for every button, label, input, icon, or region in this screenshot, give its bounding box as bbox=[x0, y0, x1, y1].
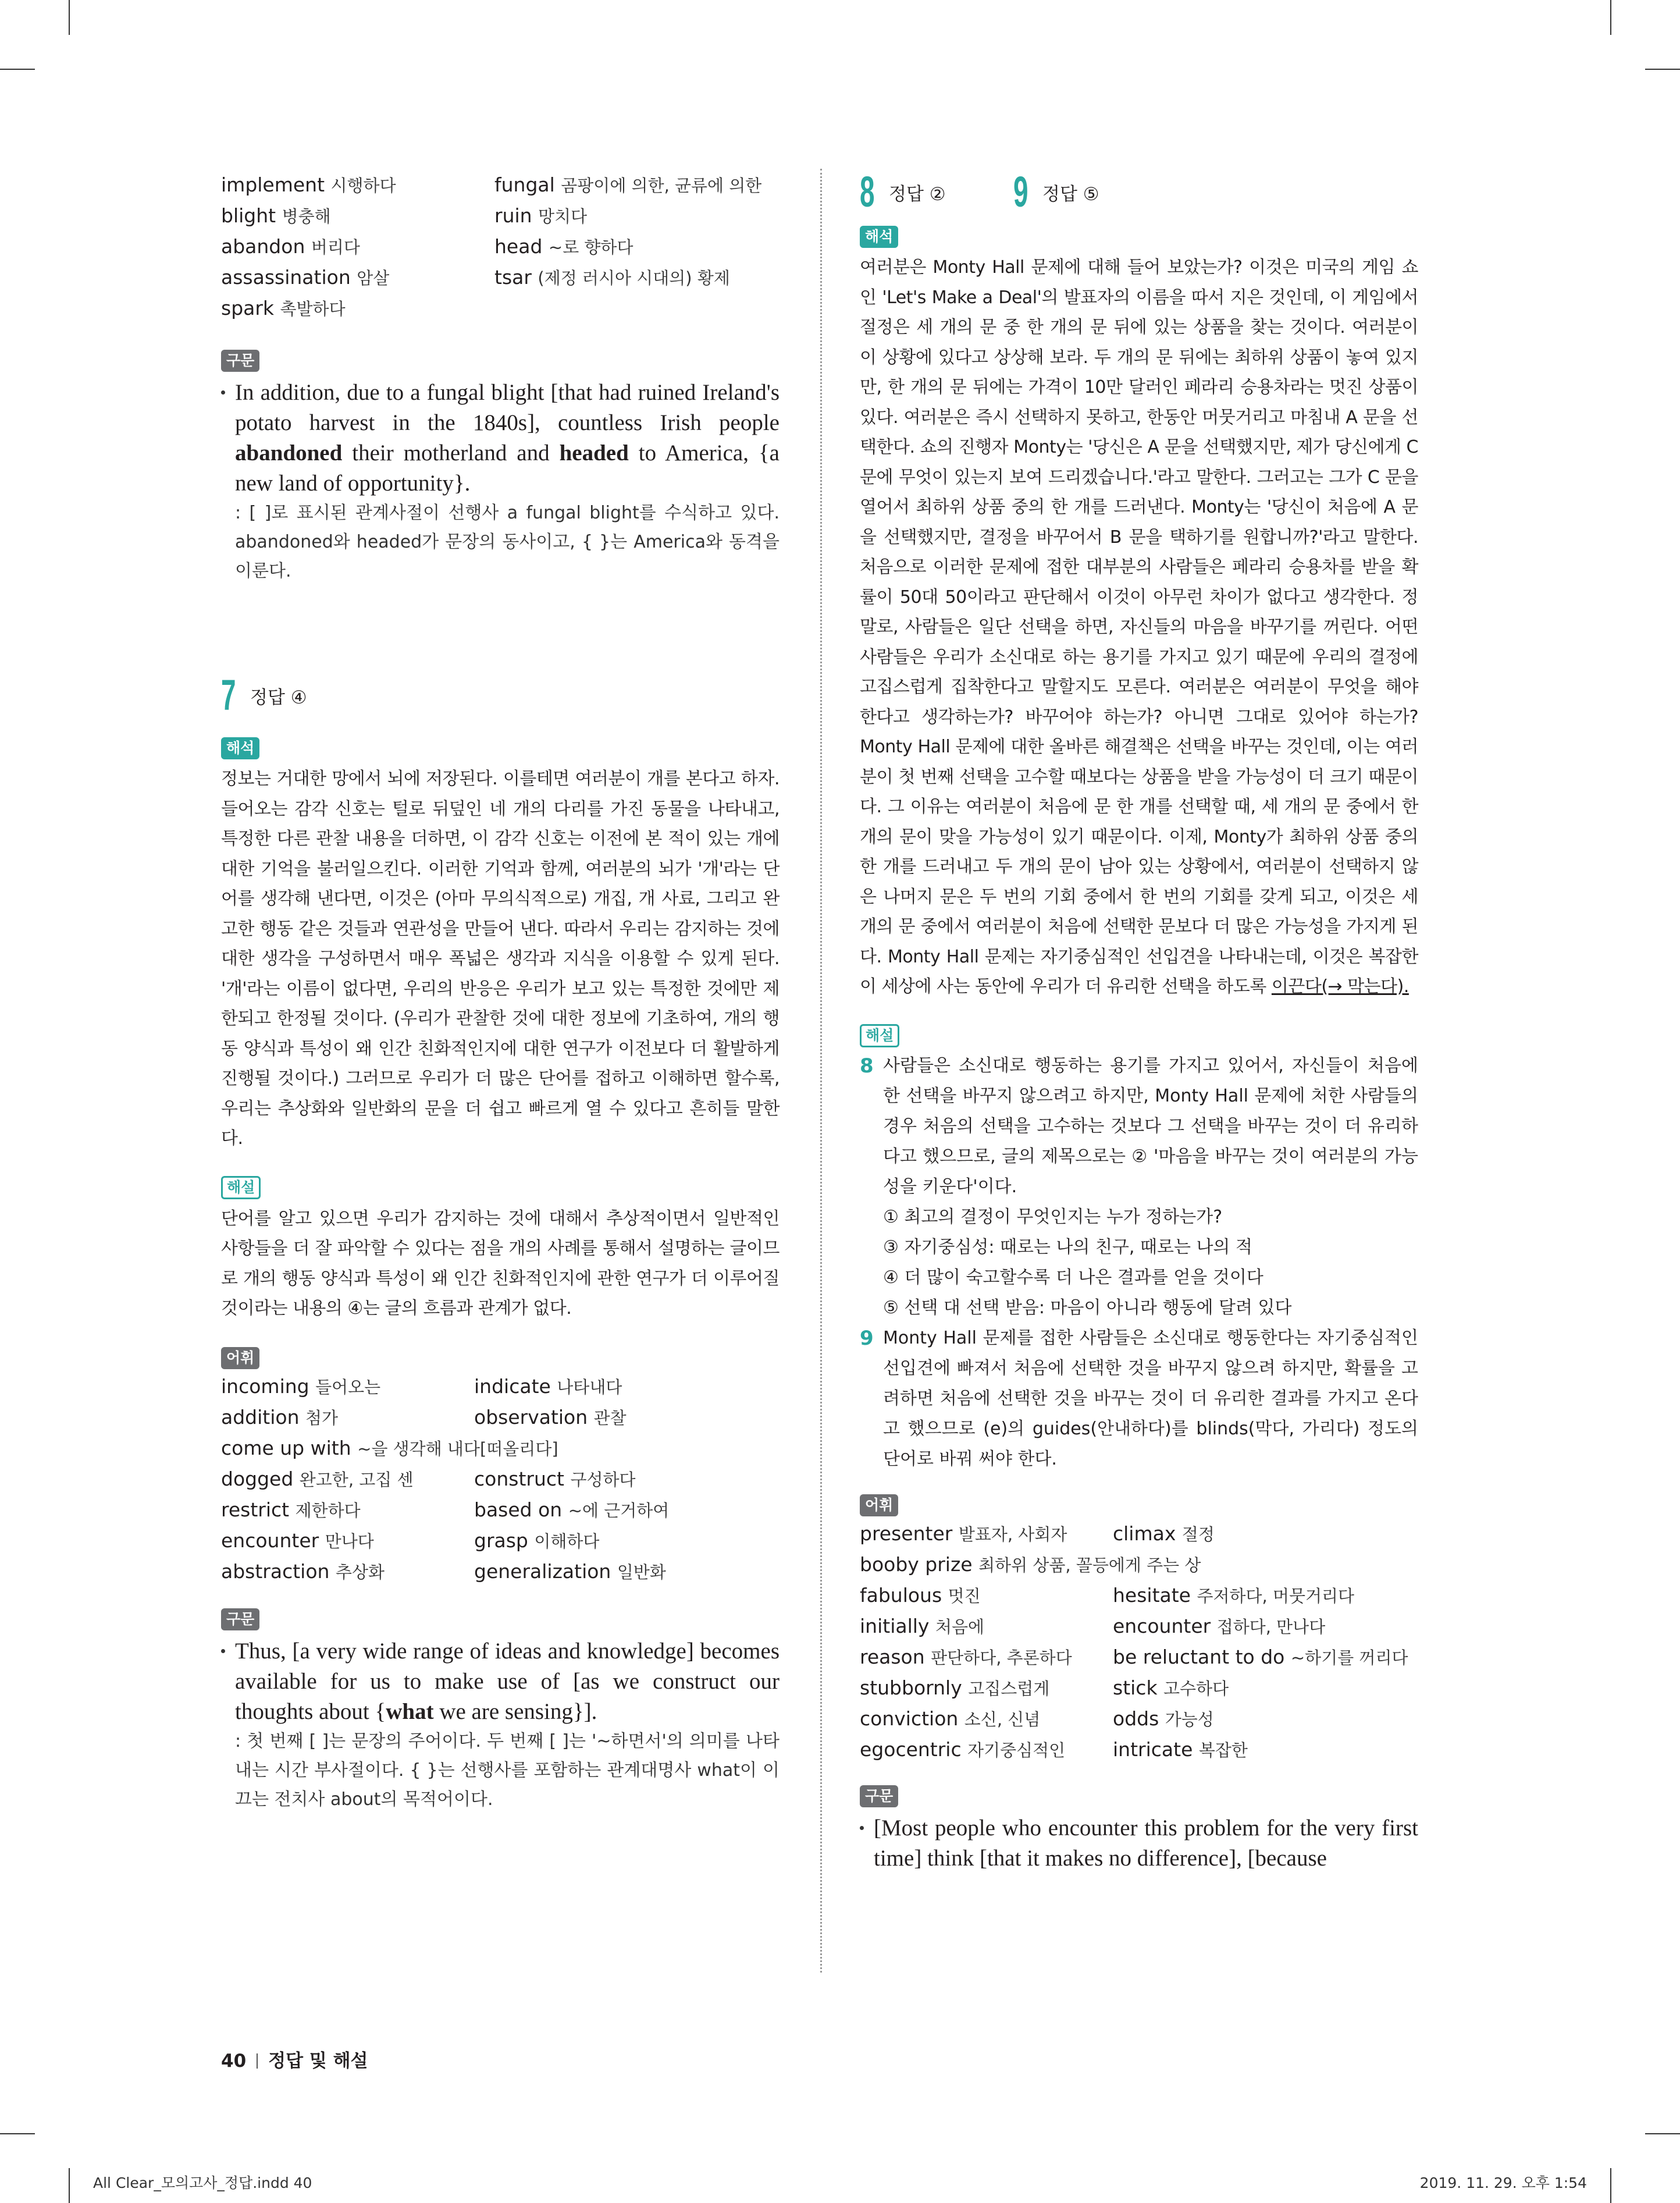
answer-label: 정답 ⑤ bbox=[1042, 183, 1099, 205]
vocab-entry bbox=[1113, 1580, 1418, 1611]
translation-text bbox=[860, 253, 1418, 1002]
vocab-word: hesitate bbox=[1113, 1583, 1197, 1607]
crop-mark bbox=[1610, 0, 1611, 35]
vocab-entry bbox=[221, 1371, 474, 1402]
vocab-entry bbox=[221, 232, 494, 262]
translation-text: 정보는 거대한 망에서 뇌에 저장된다. 이를테면 여러분이 개를 본다고 하자. 들어오는 감각 신호는 털로 뒤덮인 네 개의 다리를 가진 동물을 나타내고, 특정한 다른 관찰 내용을 더하면, 이 감각 신호는 이전에 본 적이 있는 개에 대한 기억을 불러일으킨다. 이러한 기억과 함께, 여러분의 뇌가 '개'라는 단어를 생각해 낸다면, 이것은 (아마 무의식적으로) 개집, 개 사료, 그리고 완고한 행동 같은 것들과 연관성을 만들어 낸다. 따라서 우리는 감지하는 것에 대한 생각을 구성하면서 매우 폭넓은 생각과 지식을 이용할 수 있게 된다. '개'라는 이름이 없다면, 우리의 반응은 우리가 보고 있는 특정한 것에만 제한되고 한정될 것이다. (우리가 관찰한 것에 대한 정보에 기초하여, 개의 행동 양식과 특성이 왜 인간 친화적인지에 대한 연구가 이전보다 더 활발하게 진행될 것이다.) 그러므로 우리가 더 많은 단어를 접하고 이해하면 할수록, 우리는 추상화와 일반화의 문을 더 쉽고 빠르게 열 수 있다고 흔히들 말한다. bbox=[221, 769, 780, 1149]
slug-date: 2019. 11. 29. 오후 1:54 bbox=[1419, 2174, 1587, 2191]
vocab-meaning: ~하기를 꺼리다 bbox=[1290, 1647, 1408, 1668]
bold-word: what bbox=[386, 1699, 434, 1724]
page-footer bbox=[221, 2046, 368, 2072]
bold-word: abandoned bbox=[235, 440, 343, 466]
vocab-entry bbox=[494, 201, 780, 232]
crop-mark bbox=[69, 2168, 70, 2203]
vocab-word: intricate bbox=[1113, 1737, 1199, 1761]
vocab-meaning: 고집스럽게 bbox=[968, 1678, 1050, 1699]
vocab-word: dogged bbox=[221, 1467, 300, 1490]
vocab-entry bbox=[221, 293, 494, 324]
crop-mark bbox=[0, 69, 35, 70]
vocab-meaning: 시행하다 bbox=[330, 176, 396, 196]
vocab-meaning: ~로 향하다 bbox=[548, 237, 633, 257]
explanation-8 bbox=[860, 1051, 1418, 1202]
syntax-note: : [ ]로 표시된 관계사절이 선행사 a fungal blight를 수식하고 있다. abandoned와 headed가 문장의 동사이고, { }는 America와 동격을 이룬다. bbox=[235, 503, 780, 581]
vocab-entry bbox=[860, 1673, 1113, 1704]
syntax-sentence: [Most people who encounter this problem for the very first time] think [that it makes no difference], [because bbox=[860, 1813, 1418, 1874]
vocab-entry bbox=[494, 170, 780, 201]
vocab-meaning: 만나다 bbox=[325, 1531, 374, 1551]
item-number: 8 bbox=[860, 1054, 874, 1078]
vocab-meaning: ~을 생각해 내다[떠올리다] bbox=[357, 1438, 558, 1459]
vocab-word: tsar bbox=[494, 266, 538, 289]
vocab-entry bbox=[474, 1371, 780, 1402]
vocab-entry bbox=[221, 1495, 474, 1526]
question-number: 8 bbox=[860, 168, 875, 216]
answer-label: 정답 ② bbox=[889, 183, 946, 205]
eohwi-tag: 어휘 bbox=[221, 1347, 259, 1369]
haeseol-tag: 해설 bbox=[221, 1176, 261, 1199]
slug-file: All Clear_모의고사_정답.indd 40 bbox=[93, 2174, 312, 2191]
vocab-word: come up with bbox=[221, 1436, 358, 1459]
vocab-word: construct bbox=[474, 1467, 571, 1490]
vocab-word: reason bbox=[860, 1645, 931, 1668]
vocab-word: stick bbox=[1113, 1676, 1164, 1699]
question-number: 9 bbox=[1013, 168, 1028, 216]
vocab-entry bbox=[221, 262, 494, 293]
explanation-text: 사람들은 소신대로 행동하는 용기를 가지고 있어서, 자신들이 처음에 한 선택을 바꾸지 않으려고 하지만, Monty Hall 문제에 처한 사람들의 경우 처음의 선택을 고수하는 것보다 그 선택을 바꾸는 것이 더 유리하다고 했으므로, 글의 제목으로는 ② '마음을 바꾸는 것이 여러분의 가능성을 키운다'이다. bbox=[883, 1055, 1418, 1197]
vocab-list-8-9 bbox=[860, 1519, 1418, 1765]
vocab-meaning: 구성하다 bbox=[570, 1469, 636, 1490]
answer-label: 정답 ④ bbox=[250, 687, 307, 708]
vocab-meaning: 첨가 bbox=[305, 1408, 339, 1428]
choice-1: ① 최고의 결정이 무엇인지는 누가 정하는가? bbox=[883, 1206, 1223, 1227]
vocab-section bbox=[221, 1347, 780, 1587]
gumun-section-7 bbox=[221, 1608, 780, 1814]
vocab-word: blight bbox=[221, 204, 282, 227]
vocab-entry bbox=[474, 1495, 780, 1526]
vocab-meaning: ~에 근거하여 bbox=[568, 1500, 670, 1520]
translation-body: 여러분은 Monty Hall 문제에 대해 들어 보았는가? 이것은 미국의 게임 쇼인 'Let's Make a Deal'의 발표자의 이름을 따서 지은 것인데, 이 게임에서 절정은 세 개의 문 중 한 개의 문 뒤에 있는 상품을 찾는 것이다. 여러분이 이 상황에 있다고 상상해 보라. 두 개의 문 뒤에는 최하위 상품이 놓여 있지만, 한 개의 문 뒤에는 가격이 10만 달러인 페라리 승용차라는 멋진 상품이 있다. 여러분은 즉시 선택하지 못하고, 한동안 머뭇거리고 마침내 A 문을 선택한다. 쇼의 진행자 Monty는 '당신은 A 문을 선택했지만, 제가 당신에게 C 문에 무엇이 있는지 보여 드리겠습니다.'라고 말한다. 그러고는 그가 C 문을 열어서 최하위 상품 중의 한 개를 드러낸다. Monty는 '당신이 처음에 A 문을 선택했지만, 결정을 바꾸어서 B 문을 택하기를 원합니까?'라고 말한다. 처음으로 이러한 문제에 접한 대부분의 사람들은 페라리 승용차를 받을 확률이 50대 50이라고 판단해서 이것이 아무런 차이가 없다고 생각한다. 정말로, 사람들은 일단 선택을 하면, 자신들의 마음을 바꾸기를 꺼린다. 어떤 사람들은 우리가 소신대로 하는 용기를 가지고 있기 때문에 우리의 결정에 고집스럽게 집착한다고 말할지도 모른다. 여러분은 여러분이 무엇을 해야 한다고 생각하는가? 바꾸어야 하는가? 아니면 그대로 있어야 하는가? Monty Hall 문제에 대한 올바른 해결책은 선택을 바꾸는 것인데, 이는 여러분이 첫 번째 선택을 고수할 때보다는 상품을 받을 가능성이 더 크기 때문이다. 그 이유는 여러분이 처음에 문 한 개를 선택할 때, 세 개의 문 중에서 한 개의 문이 맞을 가능성이 있기 때문이다. 이제, Monty가 최하위 상품 중의 한 개를 드러내고 두 개의 문이 남아 있는 상황에서, 여러분이 선택하지 않은 나머지 문은 두 번의 기회 중에서 한 번의 기회를 갖게 되고, 이것은 세 개의 문 중에서 여러분이 처음에 선택한 문보다 더 많은 가능성을 가지게 된다. Monty Hall 문제는 자기중심적인 선입견을 나타내는데, 이것은 복잡한 이 세상에 사는 동안에 우리가 더 유리한 선택을 하도록 bbox=[860, 257, 1418, 997]
vocab-meaning: 나타내다 bbox=[557, 1377, 622, 1397]
vocab-word: observation bbox=[474, 1405, 594, 1429]
right-column bbox=[860, 170, 1418, 1874]
gumun-tag: 구문 bbox=[221, 1608, 259, 1630]
column-divider bbox=[820, 169, 822, 1973]
vocab-word: fungal bbox=[494, 173, 561, 196]
underlined-phrase: 이끈다(→ 막는다). bbox=[1271, 976, 1409, 997]
vocab-entry bbox=[221, 1464, 474, 1495]
crop-mark bbox=[1610, 2168, 1611, 2203]
vocab-word: initially bbox=[860, 1614, 935, 1637]
vocab-word: odds bbox=[1113, 1707, 1165, 1730]
question-8-9-header bbox=[860, 170, 1418, 214]
translation-section bbox=[860, 226, 1418, 1002]
vocab-meaning: 관찰 bbox=[593, 1408, 627, 1428]
vocab-meaning: 곰팡이에 의한, 균류에 의한 bbox=[561, 176, 762, 196]
translation-section bbox=[221, 737, 780, 1154]
vocab-entry bbox=[474, 1557, 780, 1587]
vocab-word: grasp bbox=[474, 1529, 535, 1552]
vocab-entry bbox=[860, 1704, 1113, 1735]
vocab-entry bbox=[221, 1557, 474, 1587]
vocab-meaning: 최하위 상품, 꼴등에게 주는 상 bbox=[978, 1555, 1201, 1575]
vocab-meaning: 이해하다 bbox=[534, 1531, 600, 1551]
vocab-meaning: 병충해 bbox=[282, 207, 331, 226]
vocab-entry bbox=[1113, 1642, 1418, 1673]
vocab-word: abandon bbox=[221, 235, 311, 258]
vocab-word: booby prize bbox=[860, 1552, 979, 1576]
vocab-word: egocentric bbox=[860, 1737, 968, 1761]
crop-mark bbox=[0, 2133, 35, 2134]
gumun-section bbox=[860, 1785, 1418, 1874]
vocab-entry bbox=[221, 1433, 780, 1464]
haeseok-tag: 해석 bbox=[860, 226, 898, 248]
gumun-tag: 구문 bbox=[221, 350, 259, 372]
vocab-meaning: 촉발하다 bbox=[280, 299, 346, 319]
vocab-meaning: 가능성 bbox=[1165, 1709, 1214, 1729]
vocab-word: spark bbox=[221, 297, 280, 319]
vocab-word: presenter bbox=[860, 1522, 959, 1545]
explanation-text: Monty Hall 문제를 접한 사람들은 소신대로 행동한다는 자기중심적인 선입견에 빠져서 처음에 선택한 것을 바꾸지 않으려 하지만, 확률을 고려하면 처음에 선택한 것을 바꾸는 것이 더 유리한 결과를 가지고 온다고 했으므로 (e)의 guides(안내하다)를 blinds(막다, 가리다) 정도의 단어로 바꿔 써야 한다. bbox=[883, 1327, 1418, 1469]
vocab-word: conviction bbox=[860, 1707, 964, 1730]
vocab-entry bbox=[221, 201, 494, 232]
vocab-meaning: 주저하다, 머뭇거리다 bbox=[1197, 1586, 1355, 1606]
explanation-text: 단어를 알고 있으면 우리가 감지하는 것에 대해서 추상적이면서 일반적인 사항들을 더 잘 파악할 수 있다는 점을 개의 사례를 통해서 설명하는 글이므로 개의 행동 양식과 특성이 왜 인간 친화적인지에 관한 연구가 더 이루어질 것이라는 내용의 ④는 글의 흐름과 관계가 없다. bbox=[221, 1208, 780, 1319]
vocab-word: abstraction bbox=[221, 1559, 336, 1583]
syntax-sentence: In addition, due to a fungal blight [that had ruined Ireland's potato harvest in the 1840s], countless Irish people abandoned their motherland and headed to America, {a new land of opportunity}. bbox=[221, 378, 780, 499]
vocab-meaning: 자기중심적인 bbox=[967, 1740, 1066, 1760]
choice-3: ③ 자기중심성: 때로는 나의 친구, 때로는 나의 적 bbox=[883, 1236, 1252, 1257]
gumun-section bbox=[221, 350, 780, 586]
vocab-meaning: 제한하다 bbox=[295, 1500, 361, 1520]
vocab-entry bbox=[221, 1402, 474, 1433]
vocab-meaning: 절정 bbox=[1181, 1524, 1215, 1544]
choice-4: ④ 더 많이 숙고할수록 더 나은 결과를 얻을 것이다 bbox=[883, 1267, 1263, 1288]
vocab-word: based on bbox=[474, 1498, 568, 1521]
vocab-entry bbox=[474, 1464, 780, 1495]
vocab-entry bbox=[860, 1519, 1113, 1550]
vocab-entry bbox=[221, 1526, 474, 1557]
syntax-sentence: Thus, [a very wide range of ideas and knowledge] becomes available for us to make use of [as we construct our thoughts about {what we are sensing}]. bbox=[221, 1636, 780, 1727]
vocab-word: addition bbox=[221, 1405, 305, 1429]
vocab-meaning: 고수하다 bbox=[1163, 1678, 1229, 1699]
bold-word: headed bbox=[559, 440, 629, 466]
question-7-header bbox=[221, 673, 780, 717]
vocab-meaning: 암살 bbox=[357, 268, 390, 288]
vocab-word: stubbornly bbox=[860, 1676, 969, 1699]
eohwi-tag: 어휘 bbox=[860, 1494, 898, 1516]
footer-title: 정답 및 해설 bbox=[268, 2051, 368, 2071]
item-number: 9 bbox=[860, 1326, 874, 1350]
vocab-word: encounter bbox=[1113, 1614, 1217, 1637]
vocab-meaning: 망치다 bbox=[538, 207, 588, 226]
vocab-entry bbox=[221, 170, 494, 201]
vocab-word: climax bbox=[1113, 1522, 1182, 1545]
choice-5: ⑤ 선택 대 선택 받음: 마음이 아니라 행동에 달려 있다 bbox=[883, 1297, 1292, 1318]
page-number: 40 bbox=[221, 2051, 247, 2071]
vocab-meaning: 처음에 bbox=[935, 1616, 984, 1637]
vocab-word: indicate bbox=[474, 1374, 557, 1398]
vocab-word: fabulous bbox=[860, 1583, 948, 1607]
vocab-entry bbox=[494, 232, 780, 262]
vocab-word: head bbox=[494, 235, 549, 258]
question-number: 7 bbox=[221, 671, 236, 719]
vocab-word: be reluctant to do bbox=[1113, 1645, 1291, 1668]
vocab-entry bbox=[860, 1550, 1418, 1580]
vocab-section bbox=[860, 1494, 1418, 1765]
vocab-meaning: 추상화 bbox=[335, 1562, 385, 1582]
left-column bbox=[221, 170, 780, 1814]
crop-mark bbox=[1645, 69, 1680, 70]
crop-mark bbox=[1645, 2133, 1680, 2134]
vocab-meaning: 버리다 bbox=[311, 237, 360, 257]
vocab-word: encounter bbox=[221, 1529, 325, 1552]
vocab-word: assassination bbox=[221, 266, 357, 289]
vocab-word: restrict bbox=[221, 1498, 296, 1521]
vocab-entry bbox=[474, 1402, 780, 1433]
vocab-meaning: 복잡한 bbox=[1198, 1740, 1248, 1760]
vocab-meaning: 들어오는 bbox=[315, 1377, 381, 1397]
vocab-word: incoming bbox=[221, 1374, 316, 1398]
syntax-note: : 첫 번째 [ ]는 문장의 주어이다. 두 번째 [ ]는 '~하면서'의 의미를 나타내는 시간 부사절이다. { }는 선행사를 포함하는 관계대명사 what이 이끄는 전치사 about의 목적어이다. bbox=[235, 1731, 780, 1810]
vocab-entry bbox=[1113, 1735, 1418, 1765]
vocab-meaning: 발표자, 사회자 bbox=[958, 1524, 1067, 1544]
vocab-meaning: 멋진 bbox=[948, 1586, 981, 1606]
vocab-entry bbox=[860, 1642, 1113, 1673]
haeseok-tag: 해석 bbox=[221, 737, 259, 759]
vocab-word: ruin bbox=[494, 204, 539, 227]
vocab-meaning: 판단하다, 추론하다 bbox=[931, 1647, 1072, 1668]
vocab-list-7 bbox=[221, 1371, 780, 1587]
explanation-9 bbox=[860, 1323, 1418, 1474]
vocab-word: generalization bbox=[474, 1559, 617, 1583]
crop-mark bbox=[69, 0, 70, 35]
haeseol-tag: 해설 bbox=[860, 1024, 899, 1047]
vocab-entry bbox=[1113, 1673, 1418, 1704]
explanation-section bbox=[221, 1176, 780, 1324]
vocab-word: implement bbox=[221, 173, 331, 196]
explanation-section bbox=[860, 1024, 1418, 1474]
footer-separator bbox=[257, 2053, 258, 2069]
vocab-list-6 bbox=[221, 170, 780, 324]
vocab-entry bbox=[860, 1580, 1113, 1611]
vocab-meaning: 접하다, 만나다 bbox=[1216, 1616, 1326, 1637]
vocab-entry bbox=[474, 1526, 780, 1557]
vocab-entry bbox=[1113, 1519, 1418, 1550]
vocab-entry bbox=[860, 1735, 1113, 1765]
gumun-tag: 구문 bbox=[860, 1785, 898, 1807]
vocab-meaning: (제정 러시아 시대의) 황제 bbox=[538, 268, 730, 288]
vocab-entry bbox=[860, 1611, 1113, 1642]
vocab-entry bbox=[1113, 1611, 1418, 1642]
vocab-meaning: 일반화 bbox=[617, 1562, 666, 1582]
vocab-meaning: 완고한, 고집 센 bbox=[299, 1469, 414, 1490]
vocab-meaning: 소신, 신념 bbox=[964, 1709, 1041, 1729]
vocab-entry bbox=[494, 262, 780, 293]
vocab-entry bbox=[1113, 1704, 1418, 1735]
